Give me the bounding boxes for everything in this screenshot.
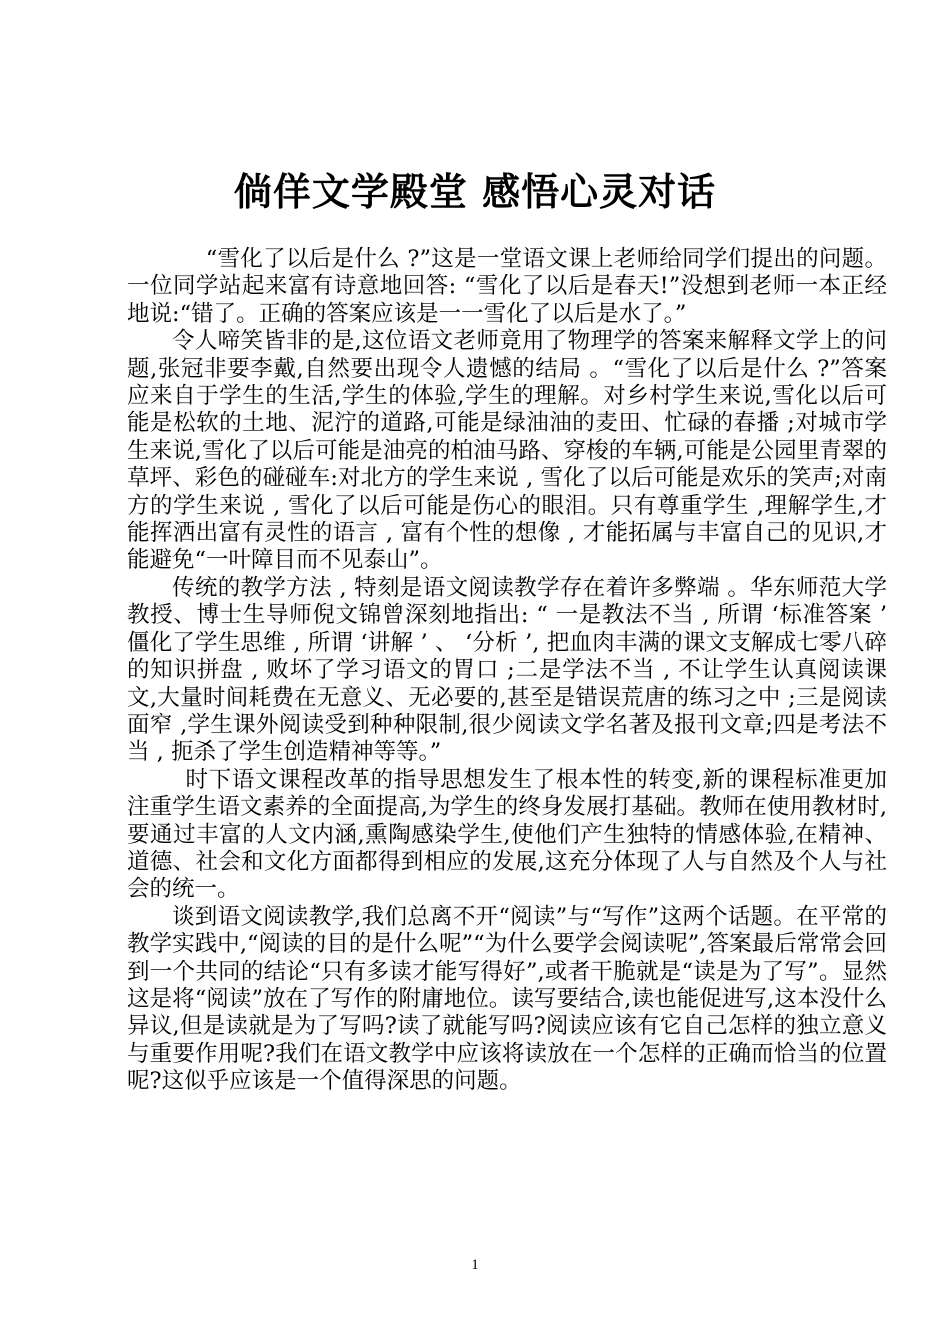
paragraph-3: 传统的教学方法 , 特刻是语文阅读教学存在着许多弊端 。华东师范大学教授、博士生导师倪文锦曾深刻地指出: “ 一是教法不当 , 所谓 ‘标准答案 ’ 僵化了学生思维 , 所谓 ‘讲解 ’ 、 ‘分析 ’, 把血肉丰满的课文支解成七零八碎的知识拼盘 , 败坏了学习语文的胃口 ;二是学法不当 , 不让学生认真阅读课文,大量时间耗费在无意义、无必要的,甚至是错误荒唐的练习之中 ;三是阅读面窄 ,学生课外阅读受到种种限制,很少阅读文学名著及报刊文章;四是考法不当 , 扼杀了学生创造精神等等。” (127, 574, 887, 766)
paragraph-2: 令人啼笑皆非的是,这位语文老师竟用了物理学的答案来解释文学上的问题,张冠非要李戴,自然要出现令人遗憾的结局 。“雪化了以后是什么 ?”答案应来自于学生的生活,学生的体验,学生的理解。对乡村学生来说,雪化以后可能是松软的土地、泥泞的道路,可能是绿油油的麦田、忙碌的春播 ;对城市学生来说,雪化了以后可能是油亮的柏油马路、穿梭的车辆,可能是公园里青翠的草坪、彩色的碰碰车:对北方的学生来说 , 雪化了以后可能是欢乐的笑声;对南方的学生来说 , 雪化了以后可能是伤心的眼泪。只有尊重学生 ,理解学生,才能挥洒出富有灵性的语言 , 富有个性的想像 , 才能拓属与丰富自己的见识,才能避免“一叶障目而不见泰山”。 (127, 328, 887, 574)
page-number: 1 (471, 1257, 479, 1273)
paragraph-4: 时下语文课程改革的指导思想发生了根本性的转变,新的课程标准更加注重学生语文素养的全面提高,为学生的终身发展打基础。教师在使用教材时,要通过丰富的人文内涵,熏陶感染学生,使他们产生独特的情感体验,在精神、道德、社会和文化方面都得到相应的发展,这充分体现了人与自然及个人与社会的统一。 (127, 766, 887, 903)
document-body (127, 246, 887, 1096)
paragraph-1: “雪化了以后是什么 ?”这是一堂语文课上老师给同学们提出的问题。一位同学站起来富有诗意地回答: “雪化了以后是春天!”没想到老师一本正经地说:“错了。正确的答案应该是一一雪化了以后是水了。” (127, 246, 887, 327)
paragraph-5: 谈到语文阅读教学,我们总离不开“阅读”与“写作”这两个话题。在平常的教学实践中,“阅读的目的是什么呢”“为什么要学会阅读呢”,答案最后常常会回到一个共同的结论“只有多读才能写得好”,或者干脆就是“读是为了写”。显然这是将“阅读”放在了写作的附庸地位。读写要结合,读也能促进写,这本没什么异议,但是读就是为了写吗?读了就能写吗?阅读应该有它自己怎样的独立意义与重要作用呢?我们在语文教学中应该将读放在一个怎样的正确而恰当的位置呢?这似乎应该是一个值得深思的问题。 (127, 903, 887, 1095)
document-title: 倘佯文学殿堂 感悟心灵对话 (233, 170, 717, 214)
